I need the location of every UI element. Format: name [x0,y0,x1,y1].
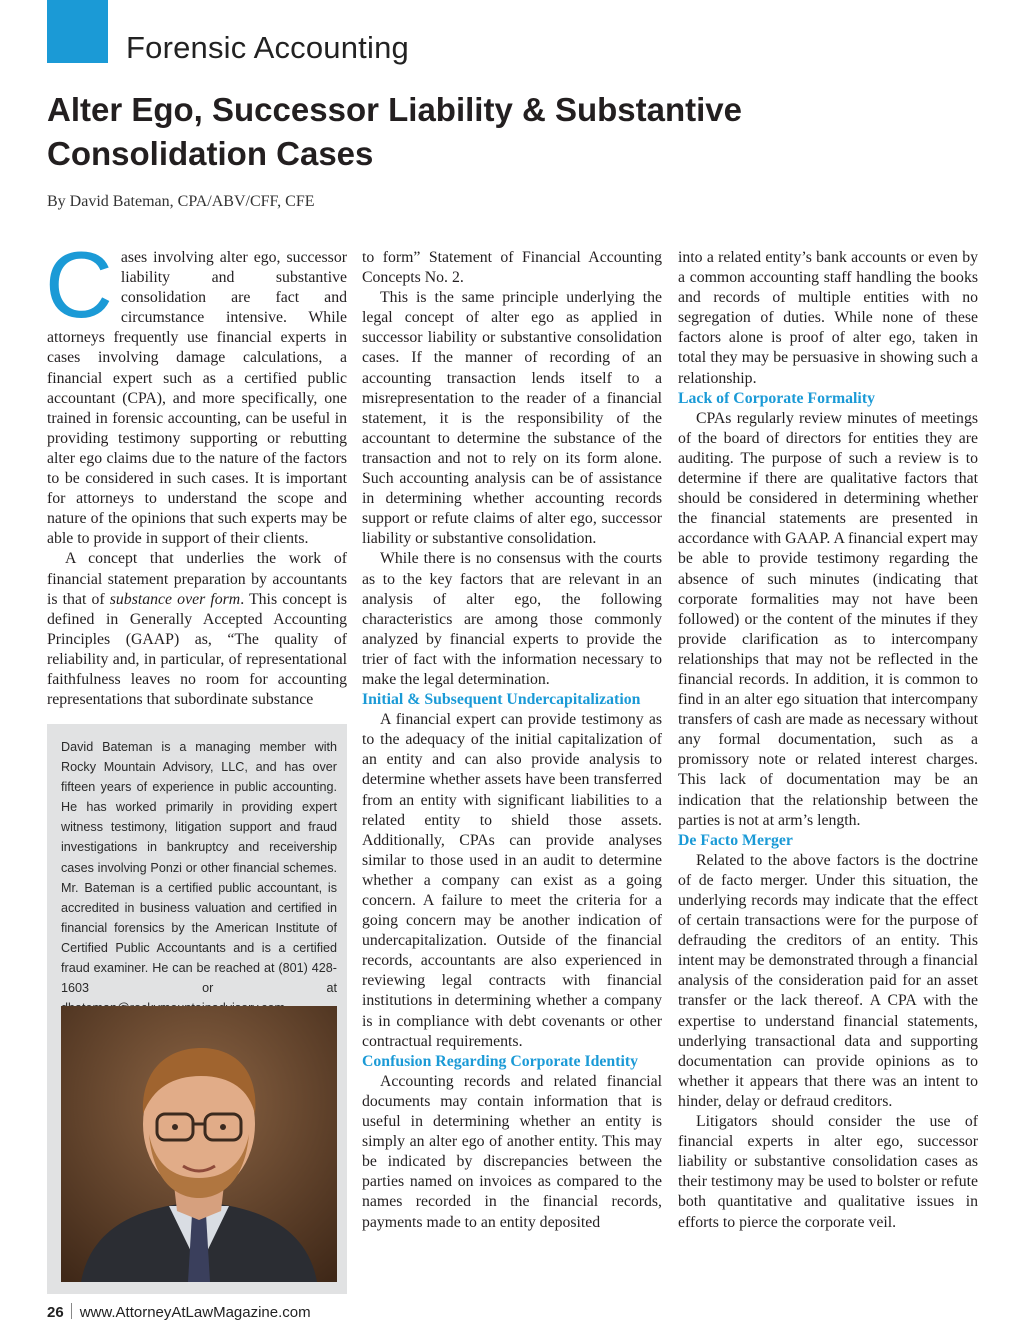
paragraph: Accounting records and related financial documents may contain information that is useful in determining whether an entity is simply an alter ego of another entity. This may be indicated by discrepancies between the parties named on invoices as compared to the names recorded in the financial records, payments made to an entity deposited [362,1072,662,1231]
article-column-3 [678,248,978,1233]
section-color-tab [47,0,108,63]
paragraph: into a related entity’s bank accounts or even by a common accounting staff handling the books and records of multiple entities with no segregation of duties. While none of these factors alone is proof of alter ego, taken in total they may be persuasive in showing such a relationship. [678,249,978,387]
paragraph-text: . This concept is defined in Generally Accepted Accounting Principles (GAAP) as, “The quality of reliability and, in particular, of representational faithfulness leaves no room for accounting representations that subordinate substance [47,590,347,709]
emphasis-text: substance over form [109,590,241,608]
paragraph-text: ases involving alter ego, successor liability and substantive consolidation are fact and circumstance intensive. While attorneys frequently use financial experts in cases involving damage calculations, a financial expert such as a certified public accountant (CPA), and more specifically, one trained in forensic accounting, can be useful in providing testimony supporting or rebutting alter ego claims due to the nature of the factors to be considered in such cases. It is important for attorneys to understand the scope and nature of the opinions that such experts may be able to provide in support of their clients. [47,249,347,548]
paragraph: CPAs regularly review minutes of meetings of the board of directors for entities they are auditing. The purpose of such a review is to determine if there are qualitative factors that should be considered in determining whether the financial statements are presented in accordance with GAAP. A financial expert may be able to provide testimony regarding the absence of such minutes (indicating that corporate formalities may not have been followed) or the content of the minutes if they provide clarification as to intercompany relationships that may not be reflected in the financial records. In addition, it is common to find in an alter ego situation that intercompany transfers of cash are made as necessary without any formal documentation, such as a promissory note or related interest charges. This lack of documentation may be an indication that the relationship between the parties is not at arm’s length. [678,409,978,829]
author-bio-text: David Bateman is a managing member with Rocky Mountain Advisory, LLC, and has over fifteen years of experience in public accounting. He has worked primarily in providing expert witness testimony, litigation support and fraud investigations in bankruptcy and receivership cases involving Ponzi or other financial schemes. Mr. Bateman is a certified public accountant, is accredited in business valuation and certified in financial forensics by the American Institute of Certified Public Accountants and is a certified fraud examiner. He can be reached at (801) 428-1603 or at [61,740,337,996]
paragraph: to form” Statement of Financial Accounting Concepts No. 2. [362,249,662,287]
paragraph [47,549,347,710]
paragraph [45,232,347,549]
paragraph: A financial expert can provide testimony as to the adequacy of the initial capitalization of an entity and can also provide analysis to determine whether assets have been transferred from an entity with significant liabilities to a related entity to shield those assets. Additionally, CPAs can provide analyses similar to those used in an audit to determine whether a company can exist as a going concern. A failure to meet the criteria for a going concern may be another indication of undercapitalization. Outside of the financial records, accountants are also experienced in reviewing legal contracts with financial institutions in determining whether a company is in compliance with debt covenants or other contractual requirements. [362,711,662,1050]
byline: By David Bateman, CPA/ABV/CFF, CFE [47,193,315,210]
paragraph: Litigators should consider the use of financial experts in alter ego, successor liability or substantive consolidation cases as their testimony may be used to bolster or refute both quantitative and qualitative issues in efforts to pierce the corporate veil. [678,1113,978,1231]
website-link[interactable]: www.AttorneyAtLawMagazine.com [79,1304,311,1321]
page-number: 26 [47,1304,64,1321]
article-column-2 [362,248,662,1233]
subheading: De Facto Merger [678,831,793,849]
article-title: Alter Ego, Successor Liability & Substantive Consolidation Cases [47,91,743,172]
paragraph: Related to the above factors is the doctrine of de facto merger. Under this situation, the underlying records may indicate that the effect of certain transactions were for the purpose of defrauding the creditors of an entity. This intent may be demonstrated through a financial analysis of the consideration paid for an asset transfer or the lack thereof. A CPA with the expertise to understand financial statements, underlying transactional data and supporting documentation can provide opinions as to whether it appears that there was an intent to hinder, delay or defraud creditors. [678,851,978,1110]
subheading: Confusion Regarding Corporate Identity [362,1052,639,1070]
portrait-illustration [61,1006,337,1282]
paragraph: This is the same principle underlying the legal concept of alter ego as applied in successor liability or substantive consolidation cases. If the manner of recording of an accounting transaction lends itself to a misrepresentation to the reader of a financial statement, it is the responsibility of the accountant to determine the substance of the transaction and not to rely on its form alone. Such accounting analysis can be of assistance in determining whether accounting records support or refute claims of alter ego, successor liability or substantive consolidation. [362,289,662,548]
author-bio-box [47,724,347,1294]
subheading: Lack of Corporate Formality [678,389,875,407]
page-footer [47,1303,311,1323]
paragraph: While there is no consensus with the courts as to the key factors that are relevant in an analysis of alter ego, the following characteristics are among those commonly analyzed by financial experts to provide the trier of fact with the information necessary to make the legal determination. [362,550,662,688]
footer-divider [71,1303,72,1319]
article-column-1 [45,232,347,710]
subheading: Initial & Subsequent Undercapitalization [362,691,641,709]
author-portrait [61,1006,337,1282]
section-label: Forensic Accounting [126,30,409,65]
drop-cap: C [45,232,113,337]
paragraph-text: A concept that underlies the work of financial statement preparation by accountants is that of [47,550,347,608]
